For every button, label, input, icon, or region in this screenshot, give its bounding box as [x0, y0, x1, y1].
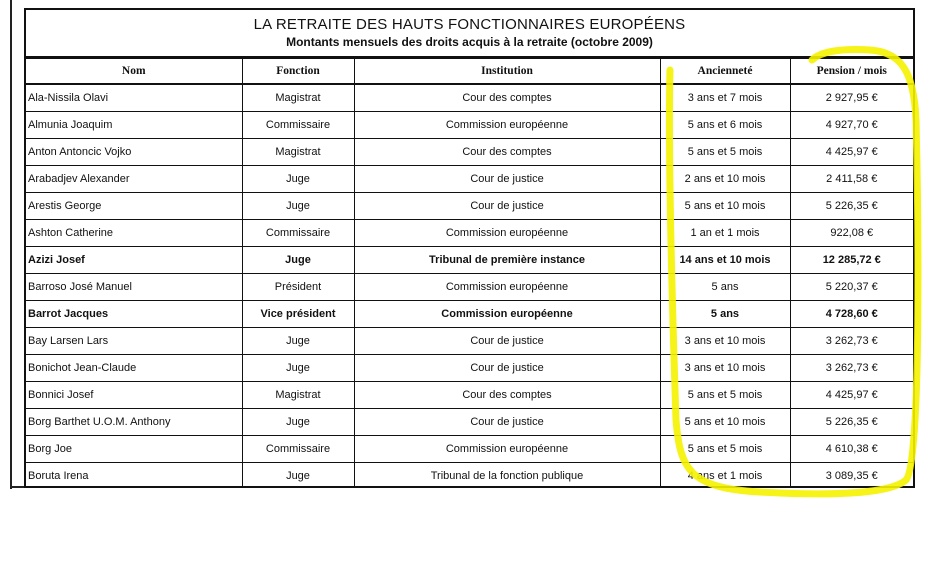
cell-institution: Commission européenne	[354, 436, 660, 463]
cell-anciennete: 5 ans et 5 mois	[660, 382, 790, 409]
cell-nom: Arestis George	[26, 193, 242, 220]
table-row	[26, 436, 913, 463]
table-row	[26, 463, 913, 489]
table-row	[26, 382, 913, 409]
cell-institution: Commission européenne	[354, 112, 660, 139]
cell-anciennete: 5 ans et 5 mois	[660, 139, 790, 166]
table-row	[26, 112, 913, 139]
cell-institution: Cour de justice	[354, 166, 660, 193]
cell-fonction: Commissaire	[242, 220, 354, 247]
cell-fonction: Magistrat	[242, 84, 354, 112]
cell-institution: Tribunal de la fonction publique	[354, 463, 660, 489]
cell-fonction: Magistrat	[242, 139, 354, 166]
cell-pension: 3 089,35 €	[790, 463, 913, 489]
cell-institution: Cour des comptes	[354, 84, 660, 112]
cell-anciennete: 4 ans et 1 mois	[660, 463, 790, 489]
document-page	[24, 8, 915, 488]
cell-fonction: Juge	[242, 247, 354, 274]
cell-fonction: Juge	[242, 409, 354, 436]
cell-fonction: Juge	[242, 355, 354, 382]
cell-anciennete: 3 ans et 7 mois	[660, 84, 790, 112]
cell-anciennete: 14 ans et 10 mois	[660, 247, 790, 274]
cell-institution: Tribunal de première instance	[354, 247, 660, 274]
table-row	[26, 193, 913, 220]
table-body	[26, 84, 913, 488]
cell-pension: 4 728,60 €	[790, 301, 913, 328]
cell-anciennete: 5 ans et 10 mois	[660, 409, 790, 436]
cell-nom: Ashton Catherine	[26, 220, 242, 247]
cell-nom: Bonichot Jean-Claude	[26, 355, 242, 382]
cell-institution: Cour de justice	[354, 355, 660, 382]
column-header-fonction: Fonction	[242, 59, 354, 84]
cell-institution: Cour des comptes	[354, 382, 660, 409]
cell-pension: 4 927,70 €	[790, 112, 913, 139]
cell-fonction: Magistrat	[242, 382, 354, 409]
cell-institution: Commission européenne	[354, 301, 660, 328]
cell-pension: 4 610,38 €	[790, 436, 913, 463]
cell-pension: 2 411,58 €	[790, 166, 913, 193]
cell-nom: Arabadjev Alexander	[26, 166, 242, 193]
cell-nom: Barroso José Manuel	[26, 274, 242, 301]
table-header-row	[26, 59, 913, 84]
table-row	[26, 328, 913, 355]
table-row	[26, 301, 913, 328]
page-subtitle: Montants mensuels des droits acquis à la retraite (octobre 2009)	[286, 35, 653, 49]
cell-fonction: Juge	[242, 166, 354, 193]
cell-fonction: Commissaire	[242, 112, 354, 139]
cell-institution: Cour de justice	[354, 409, 660, 436]
cell-pension: 5 226,35 €	[790, 193, 913, 220]
cell-anciennete: 5 ans et 6 mois	[660, 112, 790, 139]
cell-fonction: Juge	[242, 328, 354, 355]
table-row	[26, 355, 913, 382]
cell-anciennete: 5 ans	[660, 301, 790, 328]
cell-nom: Azizi Josef	[26, 247, 242, 274]
cell-pension: 5 220,37 €	[790, 274, 913, 301]
column-header-pension: Pension / mois	[790, 59, 913, 84]
cell-pension: 5 226,35 €	[790, 409, 913, 436]
cell-pension: 12 285,72 €	[790, 247, 913, 274]
cell-pension: 3 262,73 €	[790, 328, 913, 355]
column-header-institution: Institution	[354, 59, 660, 84]
cell-anciennete: 2 ans et 10 mois	[660, 166, 790, 193]
table-row	[26, 274, 913, 301]
table-row	[26, 139, 913, 166]
page-title: LA RETRAITE DES HAUTS FONCTIONNAIRES EUROPÉENS	[253, 16, 686, 33]
cell-institution: Cour de justice	[354, 328, 660, 355]
cell-anciennete: 1 an et 1 mois	[660, 220, 790, 247]
cell-nom: Ala-Nissila Olavi	[26, 84, 242, 112]
cell-fonction: Juge	[242, 463, 354, 489]
cell-nom: Bonnici Josef	[26, 382, 242, 409]
cell-pension: 3 262,73 €	[790, 355, 913, 382]
cell-institution: Commission européenne	[354, 220, 660, 247]
cell-anciennete: 3 ans et 10 mois	[660, 355, 790, 382]
cell-pension: 4 425,97 €	[790, 382, 913, 409]
cell-institution: Cour de justice	[354, 193, 660, 220]
pension-table	[26, 59, 913, 488]
table-row	[26, 247, 913, 274]
cell-nom: Barrot Jacques	[26, 301, 242, 328]
cell-nom: Boruta Irena	[26, 463, 242, 489]
cell-pension: 922,08 €	[790, 220, 913, 247]
table-row	[26, 220, 913, 247]
cell-pension: 4 425,97 €	[790, 139, 913, 166]
column-header-nom: Nom	[26, 59, 242, 84]
table-row	[26, 409, 913, 436]
cell-pension: 2 927,95 €	[790, 84, 913, 112]
title-block	[26, 10, 913, 59]
page-edge-left	[10, 0, 12, 489]
cell-nom: Almunia Joaquim	[26, 112, 242, 139]
cell-anciennete: 5 ans et 10 mois	[660, 193, 790, 220]
table-row	[26, 166, 913, 193]
cell-fonction: Commissaire	[242, 436, 354, 463]
cell-fonction: Juge	[242, 193, 354, 220]
cell-anciennete: 5 ans et 5 mois	[660, 436, 790, 463]
column-header-anciennete: Ancienneté	[660, 59, 790, 84]
cell-nom: Borg Joe	[26, 436, 242, 463]
table-row	[26, 84, 913, 112]
cell-anciennete: 5 ans	[660, 274, 790, 301]
cell-fonction: Vice président	[242, 301, 354, 328]
cell-nom: Anton Antoncic Vojko	[26, 139, 242, 166]
cell-institution: Cour des comptes	[354, 139, 660, 166]
cell-nom: Bay Larsen Lars	[26, 328, 242, 355]
cell-fonction: Président	[242, 274, 354, 301]
cell-nom: Borg Barthet U.O.M. Anthony	[26, 409, 242, 436]
cell-anciennete: 3 ans et 10 mois	[660, 328, 790, 355]
cell-institution: Commission européenne	[354, 274, 660, 301]
